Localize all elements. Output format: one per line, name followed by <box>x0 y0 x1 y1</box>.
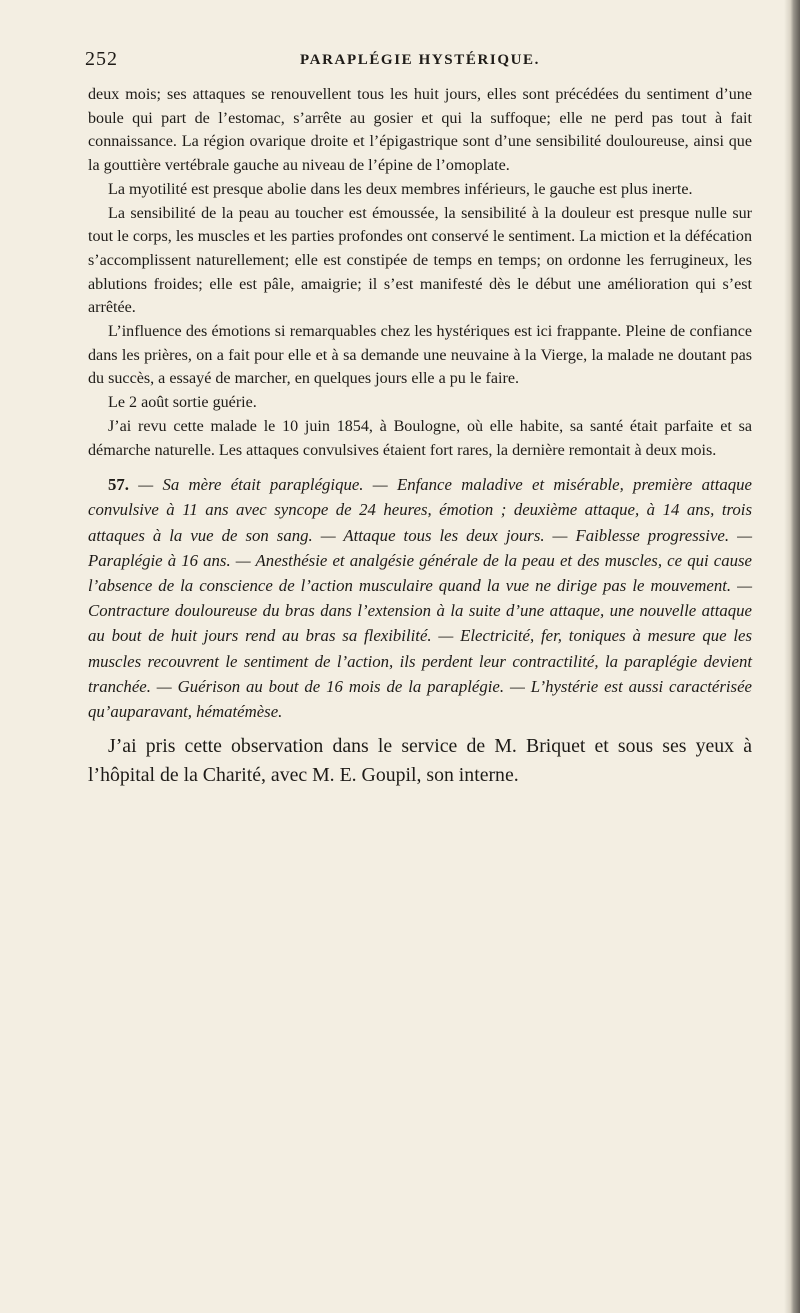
observation-summary-text: — Sa mère était paraplégique. — Enfance maladive et misérable, première attaque convulsive à 11 ans avec syncope de 24 heures, émotion ; deuxième attaque, à 14 ans, trois attaques à la vue de son sang. — Attaque tous les deux jours. — Faiblesse progressive. — Paraplégie à 16 ans. — Anesthésie et analgésie générale de la peau et des muscles, ce qui cause l’absence de la conscience de l’action musculaire quand la vue ne dirige pas le mouvement. — Contracture douloureuse du bras dans l’extension à la suite d’une attaque, une nouvelle attaque au bout de huit jours rend au bras sa flexibilité. — Electricité, fer, toniques à mesure que les muscles recouvrent le sentiment de l’action, ils perdent leur contractilité, la paraplégie devient tranchée. — Guérison au bout de 16 mois de la paraplégie. — L’hystérie est aussi caractérisée qu’auparavant, hématémèse. <box>88 475 752 722</box>
paragraph-follow-up: J’ai revu cette malade le 10 juin 1854, à Boulogne, où elle habite, sa santé était parfaite et sa démarche naturelle. Les attaques convulsives étaient fort rares, la dernière remontait à deux mois. <box>88 417 752 459</box>
paragraph-emotions: L’influence des émotions si remarquables chez les hystériques est ici frappante. Pleine de confiance dans les prières, on a fait pour elle et à sa demande une neuvaine à la Vierge, la malade ne doutant pas du succès, a essayé de marcher, en quelques jours elle a pu le faire. <box>88 323 752 388</box>
book-page <box>85 44 752 790</box>
running-title: PARAPLÉGIE HYSTÉRIQUE. <box>300 52 540 68</box>
paragraph-myotility: La myotilité est presque abolie dans les deux membres inférieurs, le gauche est plus inerte. <box>108 180 693 198</box>
running-head <box>85 44 752 74</box>
case-text <box>88 83 752 462</box>
paragraph-continued: deux mois; ses attaques se renouvellent tous les huit jours, elles sont précédées du sentiment d’une boule qui part de l’estomac, s’arrête au gosier et qui la suffoque; elle ne perd pas tout à fait connaissance. La région ovarique droite et l’épigastrique sont d’une sensibilité douloureuse, ainsi que la gouttière vertébrale gauche au niveau de l’épine de l’omoplate. <box>88 86 752 175</box>
page-edge-shadow <box>784 0 800 1313</box>
paragraph-discharge: Le 2 août sortie guérie. <box>108 394 257 412</box>
page-number: 252 <box>85 48 118 70</box>
closing-text <box>88 732 752 790</box>
observation-number: 57. <box>108 475 129 495</box>
closing-paragraph: J’ai pris cette observation dans le service de M. Briquet et sous ses yeux à l’hôpital de la Charité, avec M. E. Goupil, son interne. <box>88 735 752 787</box>
observation-paragraph <box>88 472 752 724</box>
paragraph-sensibility: La sensibilité de la peau au toucher est émoussée, la sensibilité à la douleur est presque nulle sur tout le corps, les muscles et les parties profondes ont conservé le sentiment. La miction et la défécation s’accomplissent naturellement; elle est constipée de temps en temps; on ordonne les ferrugineux, les ablutions froides; elle est pâle, amaigrie; il s’est manifesté dès le début une amélioration qui s’est arrêtée. <box>88 204 752 317</box>
observation-summary <box>88 472 752 724</box>
